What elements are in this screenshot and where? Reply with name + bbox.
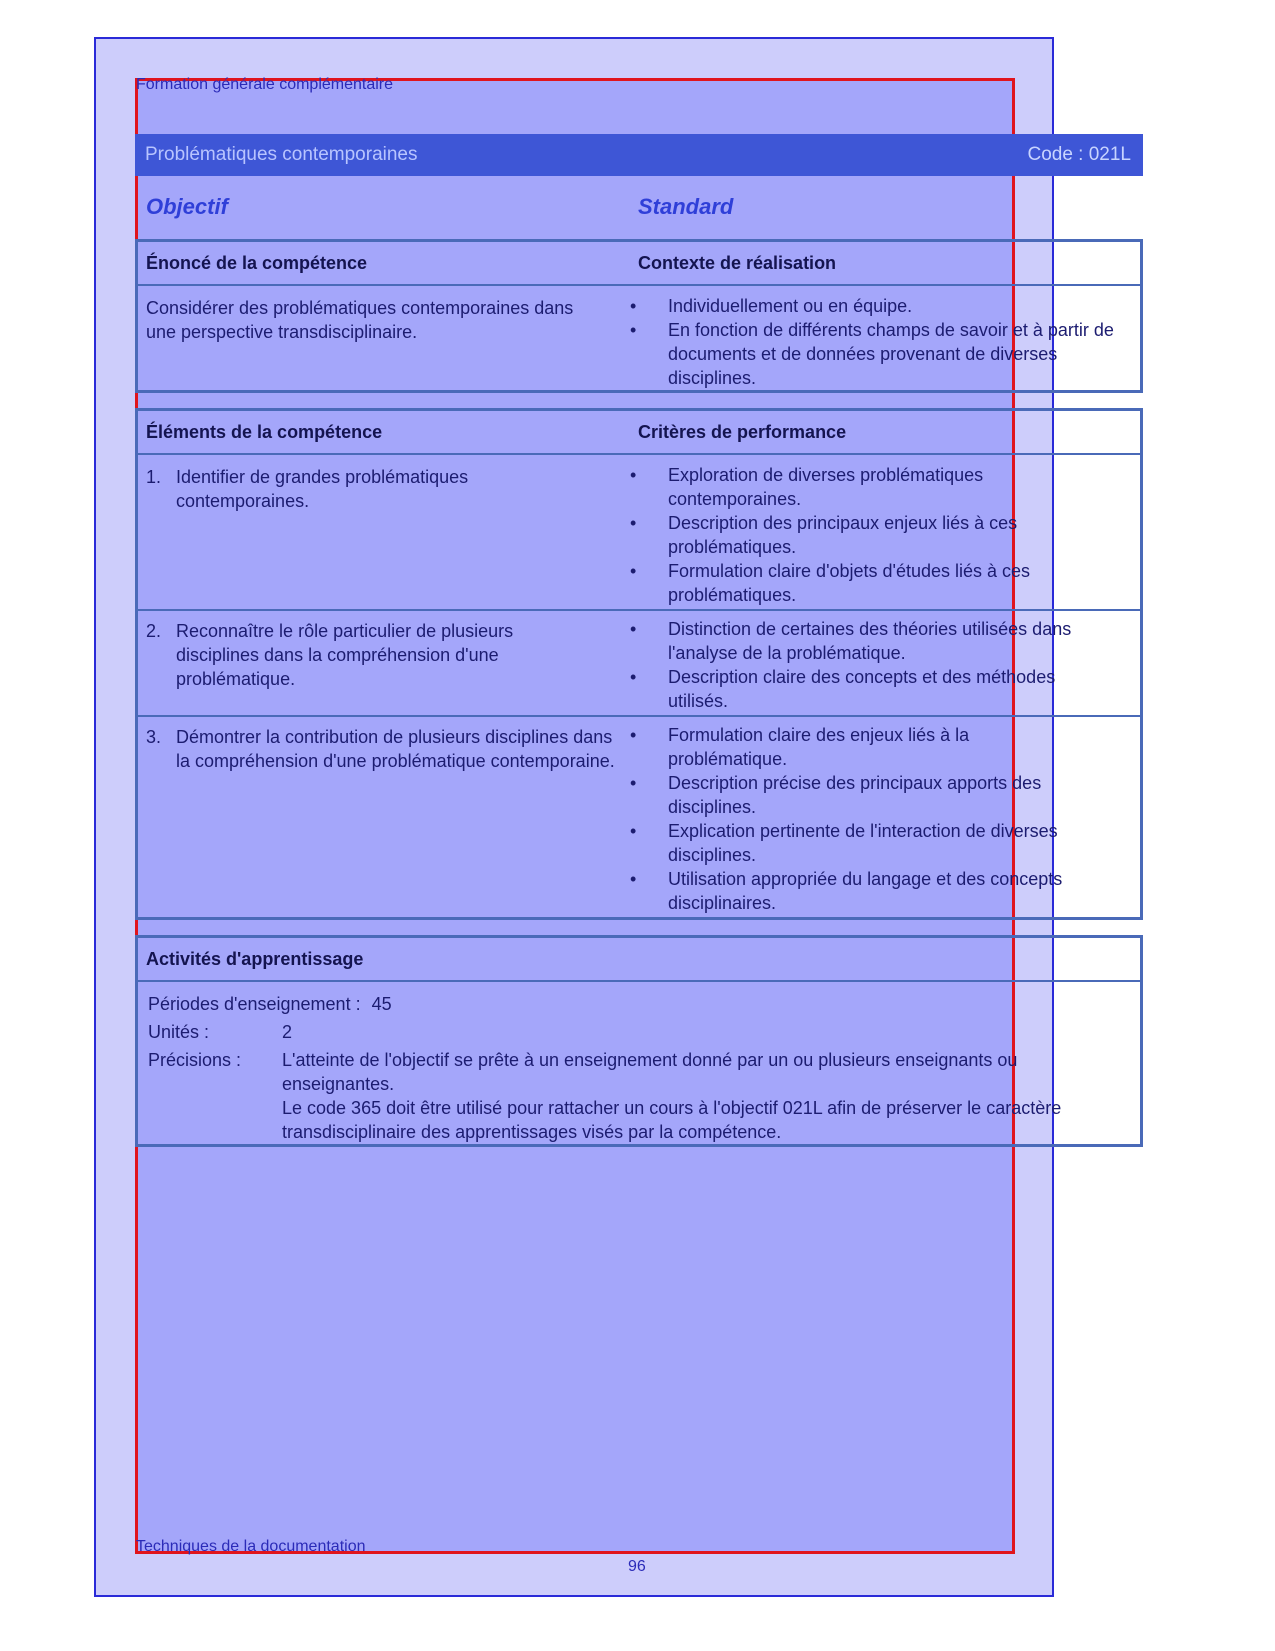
enonce-header: Énoncé de la compétence (146, 253, 368, 273)
element-number: 2. (146, 621, 162, 641)
running-header: Formation générale complémentaire (136, 76, 394, 93)
criteres-list (630, 617, 1100, 713)
element-text: Démontrer la contribution de plusieurs disciplines dans la compréhension d'une problématique contemporaine. (176, 727, 615, 771)
elements-box-header (138, 411, 1140, 455)
element-text: Identifier de grandes problématiques contemporaines. (176, 467, 469, 511)
activites-box-header (138, 938, 1140, 982)
element-row-3 (138, 715, 1140, 920)
precisions-line (148, 1048, 1128, 1142)
periodes-value: 45 (371, 994, 392, 1014)
precisions-label: Précisions : (148, 1050, 242, 1070)
section-labels (146, 194, 1046, 224)
critere-item: • Distinction de certaines des théories utilisées dans l'analyse de la problématique. (630, 619, 1072, 663)
unites-line (148, 1020, 293, 1044)
critere-item: • Explication pertinente de l'interaction de diverses disciplines. (630, 821, 1058, 865)
unites-value: 2 (282, 1022, 293, 1042)
enonce-text: Considérer des problématiques contemporaines dans une perspective transdisciplinaire. (146, 298, 574, 342)
critere-item: • Description précise des principaux apports des disciplines. (630, 773, 1042, 817)
bullet-icon: • (630, 320, 637, 340)
bullet-icon: • (630, 869, 637, 889)
periodes-label: Périodes d'enseignement : (148, 994, 361, 1014)
contexte-header: Contexte de réalisation (638, 253, 837, 273)
elements-box (135, 408, 1143, 920)
element-text: Reconnaître le rôle particulier de plusieurs disciplines dans la compréhension d'une problématique. (176, 621, 514, 689)
bullet-icon: • (630, 296, 637, 316)
element-row-2 (138, 609, 1140, 715)
element-cell (146, 725, 621, 773)
bullet-icon: • (630, 561, 637, 581)
element-number: 3. (146, 727, 162, 747)
bullet-icon: • (630, 667, 637, 687)
bullet-icon: • (630, 773, 637, 793)
criteres-list (630, 723, 1090, 915)
element-number: 1. (146, 467, 162, 487)
competence-box (135, 239, 1143, 393)
critere-item: • Utilisation appropriée du langage et des concepts disciplinaires. (630, 869, 1063, 913)
bullet-icon: • (630, 725, 637, 745)
bullet-icon: • (630, 619, 637, 639)
critere-item: • Formulation claire des enjeux liés à la problématique. (630, 725, 970, 769)
standard-label: Standard (638, 194, 734, 219)
objectif-label: Objectif (146, 194, 228, 219)
bullet-icon: • (630, 821, 637, 841)
element-cell (146, 619, 586, 691)
precisions-text: L'atteinte de l'objectif se prête à un enseignement donné par un ou plusieurs enseignants ou enseignantes. Le code 365 doit être utilisé pour rattacher un cours à l'objectif 021L afin de préserver le caractère transdisciplinaire des apprentissages visés par la compétence. (282, 1050, 1062, 1142)
competence-row (138, 286, 1140, 386)
critere-item: • Formulation claire d'objets d'études liés à ces problématiques. (630, 561, 1031, 605)
course-title: Problématiques contemporaines (145, 144, 418, 165)
unites-label: Unités : (148, 1022, 210, 1042)
critere-item: • Exploration de diverses problématiques contemporaines. (630, 465, 984, 509)
contexte-item: • Individuellement ou en équipe. (630, 296, 913, 316)
elements-header: Éléments de la compétence (146, 422, 383, 442)
criteres-list (630, 463, 1070, 607)
critere-item: • Description claire des concepts et des méthodes utilisés. (630, 667, 1056, 711)
criteres-header: Critères de performance (638, 422, 847, 442)
element-cell (146, 465, 526, 513)
bullet-icon: • (630, 513, 637, 533)
critere-item: • Description des principaux enjeux liés à ces problématiques. (630, 513, 1018, 557)
course-code: Code : 021L (1027, 144, 1131, 165)
bullet-icon: • (630, 465, 637, 485)
page-number: 96 (628, 1558, 646, 1575)
element-row-1 (138, 455, 1140, 609)
competence-box-header (138, 242, 1140, 286)
contexte-list (630, 294, 1130, 390)
contexte-item: • En fonction de différents champs de savoir et à partir de documents et de données provenant de diverses disciplines. (630, 320, 1114, 388)
activites-box (135, 935, 1143, 1147)
footer-program: Techniques de la documentation (136, 1538, 366, 1555)
periodes-line (148, 992, 392, 1016)
activites-header: Activités d'apprentissage (146, 949, 364, 969)
title-bar (135, 134, 1143, 176)
